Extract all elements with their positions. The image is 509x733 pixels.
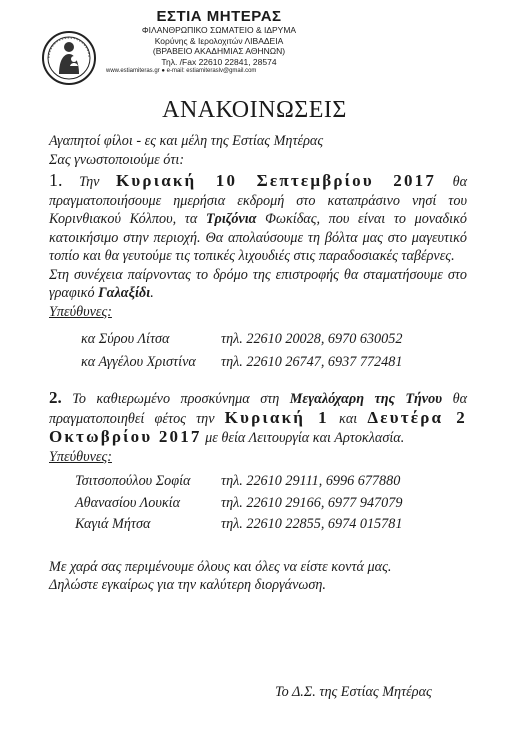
item1-responsible-label: Υπεύθυνες: (49, 303, 112, 320)
closing-line-1: Με χαρά σας περιμένουμε όλους και όλες να είστε κοντά μας. (49, 558, 392, 575)
greeting-line: Αγαπητοί φίλοι - ες και μέλη της Εστίας Μητέρας (49, 133, 324, 149)
contact-row (49, 515, 467, 534)
item1-place: Τριζόνια (205, 211, 257, 227)
item2-responsible-label: Υπεύθυνες: (49, 448, 112, 465)
item1-text-c: Στη συνέχεια παίρνοντας το δρόμο της επιστροφής θα σταματήσουμε στο γραφικό (49, 266, 467, 301)
item2-date-b: Δευτέρα 2 Οκτωβρίου 2017 (49, 407, 467, 446)
contact-phone: τηλ. 22610 26747, 6937 772481 (221, 353, 403, 370)
contact-phone: τηλ. 22610 29111, 6996 677880 (221, 473, 401, 489)
item2-contacts (49, 472, 467, 534)
contact-row (49, 494, 467, 513)
item1-return-paragraph (49, 266, 467, 303)
item1-place2: Γαλαξίδι (98, 285, 151, 301)
organization-web-email: www.estiamiteras.gr ● e-mail: estiamiteraslv@gmail.com (106, 68, 257, 74)
closing-line-2: Δηλώστε εγκαίρως για την καλύτερη διοργάνωση. (49, 577, 326, 593)
contact-name: Τσιτσοπούλου Σοφία (75, 473, 191, 489)
organization-award: (ΒΡΑΒΕΙΟ ΑΚΑΔΗΜΙΑΣ ΑΘΗΝΩΝ) (152, 46, 286, 56)
contact-row (49, 353, 467, 372)
item2-number: 2. (49, 388, 62, 407)
organization-phone: Τηλ. /Fax 22610 22841, 28574 (161, 56, 277, 67)
item2-place: Μεγαλόχαρη της Τήνου (289, 391, 443, 407)
organization-name: ΕΣΤΙΑ ΜΗΤΕΡΑΣ (156, 8, 282, 25)
item2-text-b: θα πραγματοποιηθεί φέτος την (49, 391, 468, 427)
contact-name: Αθανασίου Λουκία (75, 494, 181, 511)
organization-type: ΦΙΛΑΝΘΡΩΠΙΚΟ ΣΩΜΑΤΕΙΟ & ΙΔΡΥΜΑ (141, 25, 297, 35)
notice-line: Σας γνωστοποιούμε ότι: (49, 151, 185, 168)
announcement-body (49, 132, 467, 595)
item1-lead: Την (79, 174, 100, 190)
item2-paragraph (49, 389, 467, 448)
page-title: ΑΝΑΚΟΙΝΩΣΕΙΣ (162, 97, 347, 123)
item2-and: και (339, 410, 358, 427)
contact-phone: τηλ. 22610 29166, 6977 947079 (221, 494, 403, 511)
item1-period: . (150, 285, 154, 301)
contact-name: Καγιά Μήτσα (75, 516, 151, 532)
mother-child-seal-icon (41, 30, 97, 86)
organization-header (104, 8, 334, 75)
item2-text-c: με θεία Λειτουργία και Αρτοκλασία. (205, 430, 405, 446)
item2-text-a: Το καθιερωμένο προσκύνημα στη (72, 391, 280, 407)
contact-name: κα Σύρου Λίτσα (81, 331, 170, 347)
item2-date-a: Κυριακή 1 (224, 407, 329, 427)
item1-text-b: Φωκίδας, που είναι το μοναδικό κατοικήσιμο στην περιοχή. Θα απολαύσουμε τη βόλτα μας στο μαγευτικό τοπίο και θα γευτούμε τις τοπικές λιχουδιές στις παραδοσιακές ταβέρνες. (49, 211, 467, 264)
contact-phone: τηλ. 22610 22855, 6974 015781 (221, 516, 403, 532)
contact-phone: τηλ. 22610 20028, 6970 630052 (221, 331, 403, 347)
item1-contacts (49, 330, 467, 371)
contact-name: κα Αγγέλου Χριστίνα (81, 353, 196, 370)
contact-row (49, 330, 467, 349)
organization-address: Κορύνης & Ιερολοχιτών ΛΙΒΑΔΕΙΑ (154, 35, 284, 46)
item1-text-a: θα πραγματοποιήσουμε ημερήσια εκδρομή στο καταπράσινο νησί του Κορινθιακού Κόλπου, τα (49, 174, 468, 227)
item1-date: Κυριακή 10 Σεπτεμβρίου 2017 (115, 171, 437, 190)
item1-paragraph (49, 171, 467, 266)
contact-row (49, 472, 467, 491)
item1-number: 1. (49, 170, 63, 190)
signature: Το Δ.Σ. της Εστίας Μητέρας (275, 684, 432, 700)
